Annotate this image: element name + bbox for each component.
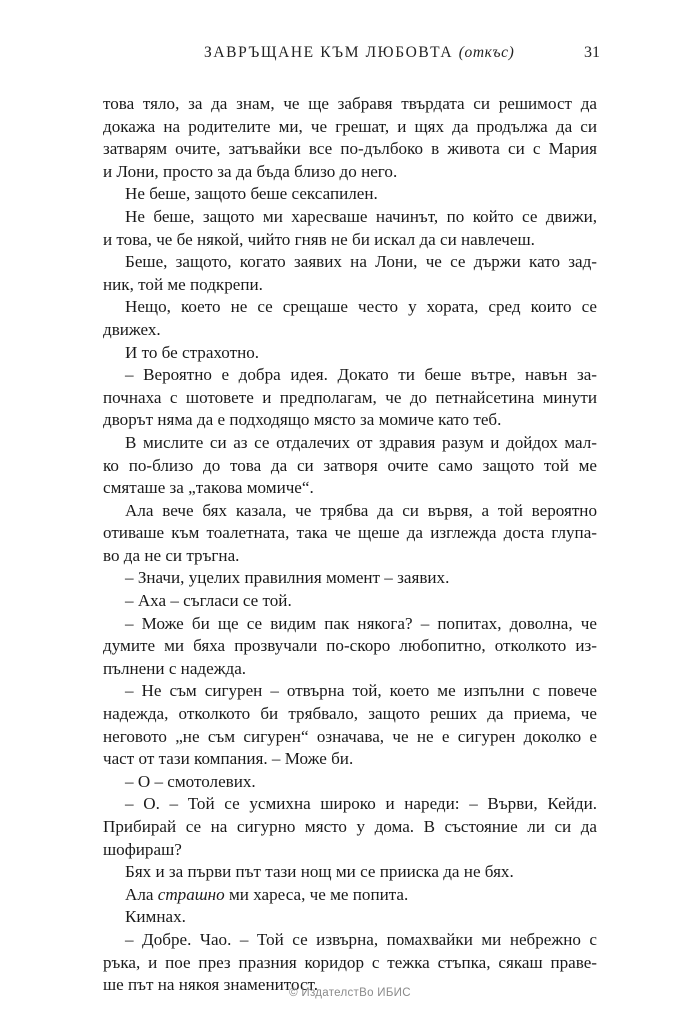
text-line: И то бе страхотно. [125,342,260,362]
text-line: Бях и за първи път тази нощ ми се прииска да не бях. [125,862,514,882]
text-line: неговото „не съм сигурен“ означава, че не е сигурен доколко е [103,726,597,746]
body-text [103,93,597,997]
text-line: Нещо, което не се срещаше често у хората, сред които се [125,297,597,317]
text-line: и това, че бе някой, чийто гняв не би искал да си навлечеш. [103,229,535,249]
text-line: – Не съм сигурен – отвърна той, което ме изпълни с повече [125,681,597,701]
text-line: ше път на някоя знаменитост. [103,975,319,995]
text-line: В мислите си аз се отдалечих от здравия разум и дойдох мал- [125,432,597,452]
emphasized-word: страшно [157,884,225,904]
text-line: затварям очите, затъвайки все по-дълбоко в живота си с Мария [103,139,597,159]
text-line: Беше, защото, когато заявих на Лони, че се държи като зад- [125,252,597,272]
publisher-copyright: © ИздателстВо ИБИС [289,987,411,999]
text-line: движех. [103,319,161,339]
text-line: надежда, отколкото би трябвало, защото реших да приема, че [103,704,597,724]
text-line: Прибирай се на сигурно място у дома. В състояние ли си да [103,817,597,836]
text-line: част от тази компания. – Може би. [103,749,354,769]
text-line: ръка, и пое през празния коридор с тежка стъпка, сякаш праве- [103,952,597,972]
page-number: 31 [584,44,600,61]
text-line: отиваше към тоалетната, така че щеше да изглежда доста глупа- [103,523,597,543]
text-line: и Лони, просто за да бъда близо до него. [103,161,398,181]
text-line: Не беше, защото ми харесваше начинът, по който се движи, [125,206,597,226]
text-line: – Добре. Чао. – Той се извърна, помахвайки ми небрежно с [125,929,597,949]
text-line: смяташе за „такова момиче“. [103,478,314,498]
text-segment: Ала [125,884,158,904]
text-line: пълнени с надежда. [103,658,247,678]
book-title: ЗАВРЪЩАНЕ КЪМ ЛЮБОВТА [204,44,454,61]
text-line: думите ми бяха прозвучали по-скоро любопитно, отколкото из- [103,636,597,656]
text-line: това тяло, за да знам, че ще забравя твърдата си решимост да [103,94,597,113]
text-segment: ми хареса, че ме попита. [224,884,409,904]
text-line: ко по-близо до това да си затворя очите само защото той ме [103,455,597,475]
text-line: – Може би ще се видим пак някога? – попитах, доволна, че [125,613,597,633]
excerpt-label: (откъс) [458,44,515,61]
text-line: Ала вече бях казала, че трябва да си вървя, а той вероятно [125,500,597,520]
text-line: шофираш? [103,839,182,859]
running-title [204,44,514,62]
text-line: – О. – Той се усмихна широко и нареди: – Върви, Кейди. [125,794,597,814]
text-line: почнаха с шотовете и предполагам, че до петнайсетина минути [103,387,597,407]
text-line: – Вероятно е добра идея. Докато ти беше вътре, навън за- [125,365,597,385]
text-line: Кимнах. [125,907,186,927]
text-line: дворът няма да е подходящо място за момиче като теб. [103,410,502,430]
text-line [103,884,597,907]
text-line: докажа на родителите ми, че грешат, и щях да продължа да си [103,116,597,136]
text-line: – О – смотолевих. [125,771,256,791]
text-line: – Аха – съгласи се той. [125,591,292,611]
running-header [100,44,600,70]
text-line: Не беше, защото беше сексапилен. [125,184,378,204]
text-line: ник, той ме подкрепи. [103,274,263,294]
text-line: – Значи, уцелих правилния момент – заявих. [125,568,450,588]
text-line: во да не си тръгна. [103,545,240,565]
